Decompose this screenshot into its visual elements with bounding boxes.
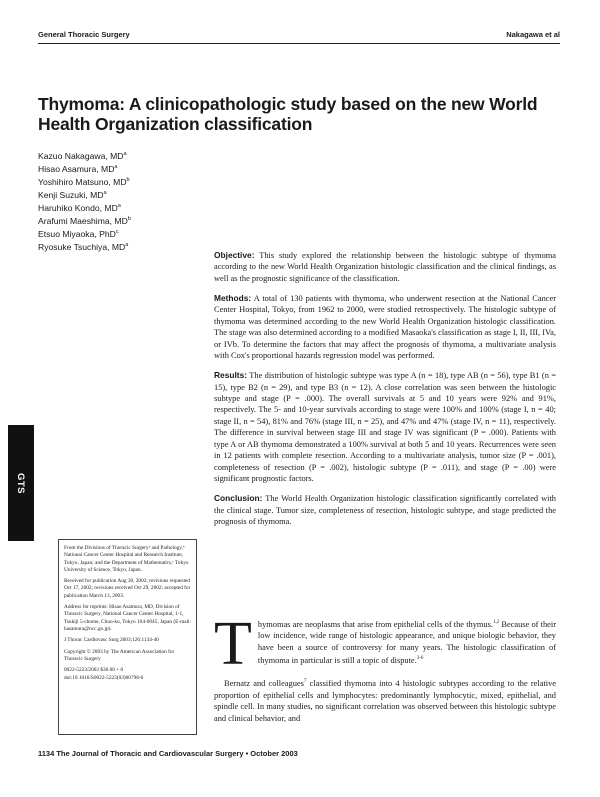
abstract	[214, 250, 556, 536]
copyright-note: Copyright © 2003 by The American Association for Thoracic Surgery	[64, 648, 175, 662]
journal-citation: J Thorac Cardiovasc Surg 2003;126:1134-40	[64, 637, 159, 644]
reprint-address: Address for reprints: Hisao Asamura, MD, Division of Thoracic Surgery, National Cancer Center Hospital, 1-1, Tsukiji 5-chome, Chuo-ku, Tokyo 104-0045, Japan (E-mail: hasamura@ncc.go.jp).	[64, 604, 192, 632]
intro-paragraph-1	[214, 617, 556, 666]
header-divider	[38, 43, 560, 44]
abstract-methods	[214, 293, 556, 362]
author-affiliation-mark: c	[115, 229, 119, 236]
journal-section-header: General Thoracic Surgery	[38, 30, 130, 39]
issn-note: 0022-5223/2003 $30.00 + 0	[64, 667, 124, 674]
author-list	[38, 149, 238, 254]
author-affiliation-mark: b	[126, 177, 130, 184]
article-title: Thymoma: A clinicopathologic study based on the new World Health Organization classification	[38, 94, 538, 134]
intro-text: classified thymoma into 4 histologic subtypes according to the relative proportion of epithelial cells and lymphocytes: predominantly lymphocytic, mixed, epithelial, and spindle cell. In many studies, no significant correlation was observed between this histologic subtype and clinical behavior, and	[214, 679, 556, 723]
page-footer: 1134 The Journal of Thoracic and Cardiovascular Surgery • October 2003	[38, 749, 298, 758]
author-affiliation-mark: a	[103, 190, 107, 197]
intro-text: Bernatz and colleagues	[224, 679, 304, 689]
received-dates: Received for publication Aug 30, 2002; revisions requested Oct 17, 2002; revisions received Oct 29, 2002; accepted for publication March 13, 2003.	[64, 578, 191, 599]
author	[38, 240, 238, 253]
author	[38, 227, 238, 240]
drop-cap: T	[214, 610, 252, 678]
methods-text: A total of 130 patients with thymoma, who underwent resection at the National Cancer Center Hospital, Tokyo, from 1962 to 2000, were studied retrospectively. The histologic subtype of thymoma was determined according to the new World Health Organization histologic classification. The stage was also determined according to a modified Masaoka's classification as stage I, II, III, IVa, or IVb. To determine the factors that may affect the prognosis of thymoma, a multivariate analysis with Cox's proportional hazards regression model was performed.	[214, 293, 556, 361]
intro-text: Because of their low incidence, wide range of histologic appearance, and unique biologic behavior, they have been a source of controversy for many years. The histologic classification of thymoma in particular is still a topic of dispute.	[257, 619, 556, 665]
citation-ref: 3-6	[416, 656, 424, 662]
author-name: Haruhiko Kondo, MD	[38, 203, 118, 214]
results-text: The distribution of histologic subtype was type A (n = 18), type AB (n = 56), type B1 (n = 15), type B2 (n = 29), and type B3 (n = 12). A close correlation was seen between the histologic subtype and stage (P = .000). The overall survivals at 5 and 10 years were 92% and 91%, respectively. The 5- and 10-year survivals according to stage were 100% and 100% (stage I, n = 40; stage II, n = 54), 81% and 76% (stage III, n = 25), and 47% and 47% (stage IV, n = 11), respectively. The difference in survival between stage III and stage IV was significant (P = .000). Patients with type A or AB thymoma demonstrated a 100% survival at both 5 and 10 years. Recurrences were seen in 12 patients with complete resection. According to a multivariate analysis, tumor size (P = .001), completeness of resection (P = .002), histologic subtype (P = .011), and stage (P = .00) were significant prognostic factors.	[214, 371, 556, 484]
author-affiliation-mark: a	[125, 242, 129, 249]
author-affiliation-mark: b	[127, 216, 131, 223]
author-affiliation-mark: a	[114, 164, 118, 171]
author	[38, 188, 238, 201]
article-footnote-box	[58, 539, 197, 735]
abstract-conclusion	[214, 493, 556, 527]
author	[38, 175, 238, 188]
objective-text: This study explored the relationship between the histologic subtype of thymoma according to the new World Health Organization histologic classification and the clinical findings, as well as the prognostic significance of the classification.	[214, 251, 556, 283]
author	[38, 214, 238, 227]
intro-paragraph-2	[214, 676, 556, 724]
section-side-tab	[8, 425, 34, 541]
side-tab-label: GTS	[15, 472, 27, 494]
author-name: Ryosuke Tsuchiya, MD	[38, 242, 126, 253]
author-name: Etsuo Miyaoka, PhD	[38, 229, 116, 240]
author-affiliation-mark: a	[117, 203, 121, 210]
author-name: Hisao Asamura, MD	[38, 163, 115, 174]
objective-label: Objective:	[214, 250, 255, 260]
abstract-results	[214, 370, 556, 485]
citation-ref: 7	[303, 679, 307, 685]
intro-text: hymomas are neoplasms that arise from epithelial cells of the thymus.	[257, 619, 493, 629]
abstract-objective	[214, 250, 556, 284]
doi-note: doi:10.1016/S0022-5223(03)00798-0	[64, 675, 144, 682]
author-name: Kazuo Nakagawa, MD	[38, 150, 124, 161]
conclusion-text: The World Health Organization histologic classification significantly correlated with the clinical stage. Tumor size, completeness of resection, histologic subtype, and stage predicted the prognosis of thymoma.	[214, 494, 556, 527]
author-name: Yoshihiro Matsuno, MD	[38, 176, 127, 187]
author-name: Arafumi Maeshima, MD	[38, 216, 128, 227]
introduction	[214, 610, 556, 724]
citation-ref: 1,2	[492, 620, 500, 625]
results-label: Results:	[214, 370, 248, 381]
author	[38, 162, 238, 175]
author-name: Kenji Suzuki, MD	[38, 190, 104, 201]
affiliation-note: From the Divisions of Thoracic Surgeryᵃ and Pathology,ᵇ National Cancer Center Hospital and Research Institute, Tokyo, Japan; and the Department of Mathematics,ᶜ Tokyo University of Science, Tokyo, Japan.	[64, 545, 189, 573]
author	[38, 149, 238, 162]
author-affiliation-mark: a	[123, 151, 127, 157]
conclusion-label: Conclusion:	[214, 493, 263, 504]
running-author-header: Nakagawa et al	[506, 30, 560, 39]
author	[38, 201, 238, 214]
methods-label: Methods:	[214, 292, 252, 303]
